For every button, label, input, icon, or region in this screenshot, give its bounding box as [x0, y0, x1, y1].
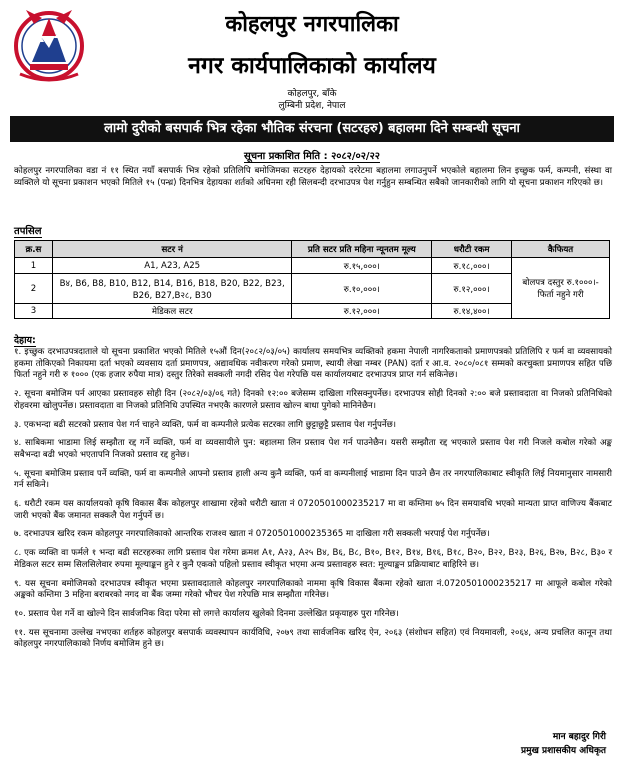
intro-paragraph: कोहलपुर नगरपालिका वडा नं ११ स्थित नयाँ बसपार्क भित्र रहेको प्रतिलिपि बमोजिमका सटरहरु देहायको दररेटमा बहालमा लगाउनुपर्ने भएकोले बहालमा लिन इच्छुक फर्म, कम्पनी, संस्था वा व्यक्तिले यो सूचना प्रकाशन भएको मितिले १५ (पन्ध्र) दिनभित्र देहायका शर्तको अधिनमा रही सिलबन्दी दरभाउपत्र पेश गर्नुहुन सम्बन्धित सबैको जानकारीको लागि यो सूचना प्रकाशन गरिएको छ। — [14, 166, 612, 188]
condition-item: १. इच्छुक दरभाउपत्रदाताले यो सूचना प्रकाशित भएको मितिले १५औं दिन(२०८२/०३/०५) कार्यालय समयभित्र व्यक्तिको हकमा नेपाली नागरिकताको प्रमाणपत्रको प्रतिलिपि र फर्म वा व्यवसायको हकमा तोकिएको निकायमा दर्ता भएको व्यवसाय दर्ता प्रमाणपत्र, अद्यावधिक नवीकरण गरेको प्रमाण, स्थायी लेखा नम्बर (PAN) दर्ता र आ.व. २०८०/०८१ सम्मको करचुक्ता प्रमाणपत्र सहित पछि फिर्ता नहुने गरी रु १००० (एक हजार रुपैया मात्र) दस्तुर तिरेको सक्कली नगदी रसिद पेश गरेपछि यस कार्यालयबाट दरभाउपत्र प्राप्त गर्न सकिनेछ। — [14, 347, 612, 381]
address-line-1: कोहलपुर, बाँके — [287, 89, 337, 99]
condition-item: ४. साबिकमा भाडामा लिई सम्झौता रद्द गर्ने व्यक्ति, फर्म वा व्यवसायीले पुन: बहालमा लिन प्रस्ताव पेश गर्न पाउनेछैन। यसरी सम्झौता रद्द भएकाले प्रस्ताव पेश गरी निजले कबोल गरेको अङ्क सबैभन्दा बढी भएको भएतापनि निजको प्रस्ताव रद्द हुनेछ। — [14, 438, 612, 460]
shutter-table — [14, 240, 610, 319]
signature-block — [521, 730, 606, 758]
details-heading: तपसिल — [14, 223, 42, 238]
table-header-row — [15, 241, 610, 258]
row-price: रु.१२,०००। — [292, 304, 432, 319]
row-remark: बोलपत्र दस्तुर रु.१०००।- फिर्ता नहुने गरी — [512, 258, 610, 319]
row-price: रु.१५,०००। — [292, 258, 432, 274]
conditions-list — [14, 347, 612, 658]
row-sn: 2 — [15, 274, 53, 304]
header-min-price: प्रति सटर प्रति महिना न्यूनतम मूल्य — [292, 241, 432, 258]
row-price: रु.१०,०००। — [292, 274, 432, 304]
row-shutters: मेडिकल सटर — [52, 304, 292, 319]
office-name: नगर कार्यपालिकाको कार्यालय — [188, 53, 436, 79]
table-row — [15, 258, 610, 274]
condition-item: ७. दरभाउपत्र खरिद रकम कोहलपुर नगरपालिकाको आन्तरिक राजश्व खाता नं 0720501000235365 मा दाखिला गरी सक्कली भरपाई पेश गर्नुपर्नेछ। — [14, 529, 490, 540]
header-remark: कैफियत — [512, 241, 610, 258]
row-deposit: रु.१२,०००। — [432, 274, 512, 304]
row-sn: 3 — [15, 304, 53, 319]
notice-title: लामो दुरीको बसपार्क भित्र रहेका भौतिक संरचना (सटरहरु) बहालमा दिने सम्बन्धी सूचना — [10, 116, 614, 142]
header-shutter-no: सटर नं — [52, 241, 292, 258]
published-date-text: सूचना प्रकाशित मिति : २०८२/०२/२२ — [244, 151, 380, 162]
conditions-heading: देहाय: — [14, 335, 36, 346]
row-deposit: रु.१८,०००। — [432, 258, 512, 274]
municipality-name: कोहलपुर नगरपालिका — [225, 12, 399, 37]
condition-item: २. सूचना बमोजिम पर्न आएका प्रस्तावहरु सोही दिन (२०८२/०३/०६ गते) दिनको १२:०० बजेसम्म दाखिला गरिसक्नुपर्नेछ। दरभाउपत्र सोही दिनको २:०० बजे प्रस्तावदाता वा निजको प्रतिनिधिको रोहवरमा खोलुपर्नेछ। प्रस्तावदाता वा निजको प्रतिनिधि उपस्थित नभएकै कारणले प्रस्ताव खोल्न बाधा पुगेको मानिनेछैन। — [14, 389, 612, 411]
published-date — [0, 148, 624, 162]
header-sn: क्र.स — [15, 241, 53, 258]
row-sn: 1 — [15, 258, 53, 274]
condition-item: १०. प्रस्ताव पेश गर्ने वा खोल्ने दिन सार्वजनिक विदा परेमा सो लगत्ते कार्यालय खुलेको दिनमा उल्लेखित प्रकृयाहरु पुरा गरिनेछ। — [14, 608, 399, 619]
condition-item: ३. एकभन्दा बढी सटरको प्रस्ताव पेश गर्न चाहने व्यक्ति, फर्म वा कम्पनीले प्रत्येक सटरका लागि छुट्टाछुट्टै प्रस्ताव पेश गर्नुपर्नेछ। — [14, 419, 396, 430]
condition-item: ५. सूचना बमोजिम प्रस्ताव पर्ने व्यक्ति, फर्म वा कम्पनीले आफ्नो प्रस्ताव हाली अन्य कुनै व्यक्ति, फर्म वा कम्पनीलाई भाडामा दिन पाउने छैन तर नगरपालिकाबाट स्वीकृति लिई नियमानुसार नामसारी गर्न सकिने। — [14, 468, 612, 491]
row-shutters: A1, A23, A25 — [52, 258, 292, 274]
row-deposit: रु.१४,४००। — [432, 304, 512, 319]
header-deposit: धरौटी रकम — [432, 241, 512, 258]
condition-item: ११. यस सूचनामा उल्लेख नभएका शर्तहरु कोहलपुर बसपार्क व्यवस्थापन कार्यविधि, २०७९ तथा सार्वजनिक खरिद ऐन, २०६३ (संशोधन सहित) एवं नियमावली, २०६४, अन्य प्रचलित कानून तथा कोहलपुर नगरपालिकाको निर्णय बमोजिम हुने छ। — [14, 627, 612, 650]
signatory-title: प्रमुख प्रशासकीय अधिकृत — [520, 746, 606, 756]
condition-item: ८. एक व्यक्ति वा फर्मले १ भन्दा बढी सटरहरुका लागि प्रस्ताव पेश गरेमा क्रमश A१, A२३, A२५ B४, B६, B८, B१०, B१२, B१४, B१६, B१८, B२०, B२२, B२३, B२६, B२७, B२८, B३० र मेडिकल सटर सम्म सिलसिलेवार रुपमा मूल्याङ्कन हुने र कुनै एकको पहिलो प्रस्ताव स्वीकृत भएमा अन्य प्रस्तावहरु स्वत: मूल्याङ्कन प्रक्रियाबाट बाहिरिने छ। — [14, 548, 612, 570]
condition-item: ६. धरौटी रकम यस कार्यालयको कृषि विकास बैंक कोहलपुर शाखामा रहेको धरौटी खाता नं 0720501000235217 मा वा कम्तिमा ७५ दिन समयावधि भएको मान्यता प्राप्त वाणिज्य बैंकबाट जारी भएको बैंक जमानत सक्कलै पेश गर्नुपर्ने छ। — [14, 499, 612, 521]
address-line-2: लुम्बिनी प्रदेश, नेपाल — [278, 101, 346, 111]
row-shutters: B४, B6, B8, B10, B12, B14, B16, B18, B20, B22, B23, B26, B27,B२८, B30 — [52, 274, 292, 304]
condition-item: ९. यस सूचना बमोजिमको दरभाउपत्र स्वीकृत भएमा प्रस्तावदाताले कोहलपुर नगरपालिकाको नाममा कृषि विकास बैंकमा रहेको खाता नं.0720501000235217 मा आफूले कबोल गरेको अङ्कको कम्तिमा 3 महिना बराबरको नगद वा बैंक जम्मा गरेको भौचर पेश गरेपछि मात्र सम्झौता गरिनेछ। — [14, 578, 612, 601]
signatory-name: मान बहादुर गिरी — [552, 732, 606, 742]
